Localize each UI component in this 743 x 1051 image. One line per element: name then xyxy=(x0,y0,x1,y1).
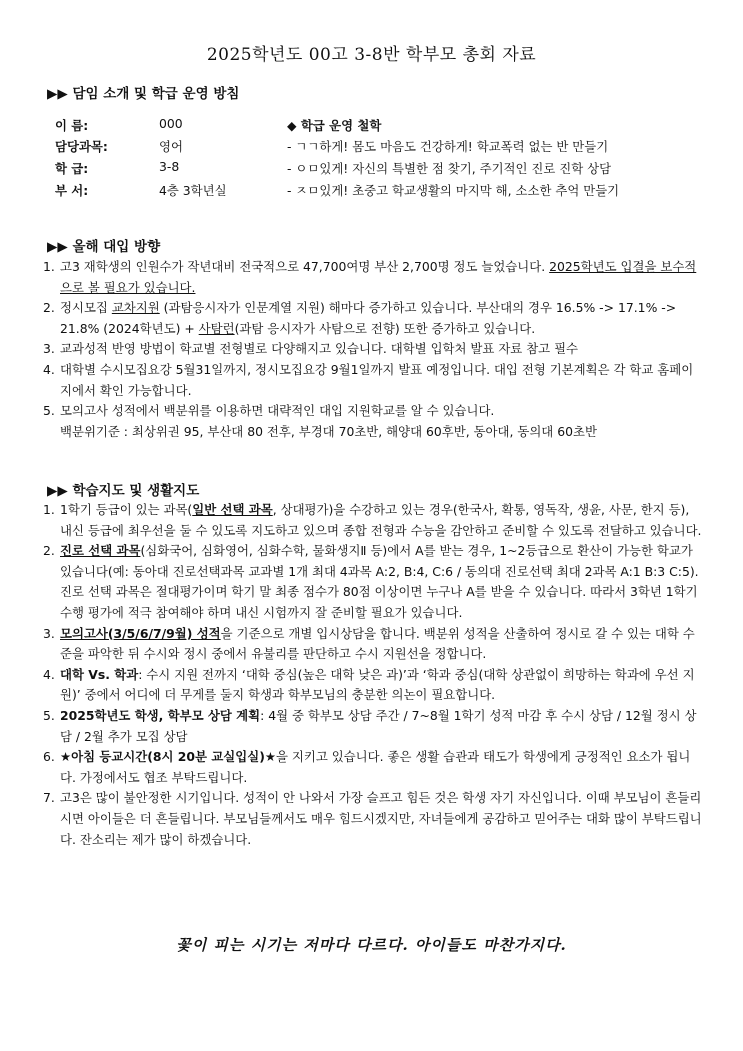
list-item: 2. 정시모집 교차지원 (과탐응시자가 인문계열 지원) 해마다 증가하고 있습니다. 부산대의 경우 16.5% -> 17.1% -> 21.8% (2024학년도) + 사탐런(과탐 응시자가 사탐으로 전향) 또한 증가하고 있습니다. xyxy=(43,300,677,336)
list-item: 2. 진로 선택 과목(심화국어, 심화영어, 심화수학, 물화생지Ⅱ 등)에서 A를 받는 경우, 1~2등급으로 환산이 가능한 학교가 있습니다(예: 동아대 진로선택과목 교과별 1개 최대 4과목 A:2, B:4, C:6 / 동의대 진로선택 최대 2과목 A:1 B:3 C:5). 진로 선택 과목은 절대평가이며 학기 말 최종 점수가 80점 이상이면 누구나 A를 받을 수 있습니다. 따라서 3학년 1학기 수행 평가에 적극 참여해야 하며 내신 시험까지 잘 준비할 필요가 있습니다. xyxy=(43,543,699,620)
list-item: 5. 2025학년도 학생, 학부모 상담 계획: 4월 중 학부모 상담 주간 / 7~8월 1학기 성적 마감 후 수시 상담 / 12월 정시 상담 / 2월 추가 모집 상담 xyxy=(43,707,697,744)
list-item: 7. 고3은 많이 불안정한 시기입니다. 성적이 안 나와서 가장 슬프고 힘든 것은 학생 자기 자신입니다. 이때 부모님이 흔들리시면 아이들은 더 흔들립니다. 부모님들께서도 매우 힘드시겠지만, 자녀들에게 공감하고 믿어주는 대화 많이 부탁드립니다. 잔소리는 제가 많이 하겠습니다. xyxy=(43,790,702,847)
section-heading-guidance: ▶▶ 학습지도 및 생활지도 xyxy=(47,483,200,499)
info-value-subject: 영어 xyxy=(159,139,183,154)
info-label-department: 부 서: xyxy=(55,183,89,198)
list-item: 4. 대학 Vs. 학과: 수시 지원 전까지 ‘대학 중심(높은 대학 낮은 과)’과 ‘학과 중심(대학 상관없이 희망하는 학과에 우선 지원)’ 중에서 어디에 더 무게를 둘지 학생과 학부모님의 충분한 의논이 필요합니다. xyxy=(43,666,695,703)
info-label-subject: 담당과목: xyxy=(55,139,108,154)
guidance-list xyxy=(43,500,705,850)
list-item: 1. 1학기 등급이 있는 과목(일반 선택 과목, 상대평가)을 수강하고 있는 경우(한국사, 확통, 영독작, 생윤, 사문, 한지 등), 내신 등급에 최우선을 둘 수 있도록 지도하고 있으며 종합 전형과 수능을 감안하고 준비할 수 있도록 전달하고 있습니다. xyxy=(43,502,702,538)
section-heading-admission: ▶▶ 올해 대입 방향 xyxy=(47,239,161,255)
list-item: 1. 고3 재학생의 인원수가 작년대비 전국적으로 47,700여명 부산 2,700명 정도 늘었습니다. 2025학년도 입결을 보수적으로 볼 필요가 있습니다. xyxy=(43,259,697,295)
philosophy-item: - ㄱㄱ하게! 몸도 마음도 건강하게! 학교폭력 없는 반 만들기 xyxy=(287,139,609,154)
philosophy-item: - ㅇㅁ있게! 자신의 특별한 점 찾기, 주기적인 진로 진학 상담 xyxy=(287,161,612,176)
info-label-class: 학 급: xyxy=(55,161,89,176)
page-title: 2025학년도 00고 3-8반 학부모 총회 자료 xyxy=(206,45,537,65)
list-item: 4. 대학별 수시모집요강 5월31일까지, 정시모집요강 9월1일까지 발표 예정입니다. 대입 전형 기본계획은 각 학교 홈페이지에서 확인 가능합니다. xyxy=(43,361,694,398)
list-item: 5. 모의고사 성적에서 백분위를 이용하면 대략적인 대입 지원학교를 알 수 있습니다. 백분위기준 : 최상위권 95, 부산대 80 전후, 부경대 70초반, 해양대 60후반, 동아대, 동의대 60초반 xyxy=(43,403,597,439)
list-item: 3. 모의고사(3/5/6/7/9월) 성적을 기준으로 개별 입시상담을 합니다. 백분위 성적을 산출하여 정시로 갈 수 있는 대학 수준을 파악한 뒤 수시와 정시 중에서 유불리를 판단하고 수시 지원선을 정합니다. xyxy=(43,625,695,662)
closing-quote: 꽃이 피는 시기는 저마다 다르다. 아이들도 마찬가지다. xyxy=(176,936,567,954)
philosophy-title: ◆ 학급 운영 철학 xyxy=(287,118,382,133)
admission-list xyxy=(43,257,705,442)
info-value-class: 3-8 xyxy=(159,159,180,174)
info-value-name: 000 xyxy=(159,116,183,131)
info-value-department: 4층 3학년실 xyxy=(159,183,227,198)
philosophy-item: - ㅈㅁ있게! 초중고 학교생활의 마지막 해, 소소한 추억 만들기 xyxy=(287,183,620,198)
section-heading-homeroom: ▶▶ 담임 소개 및 학급 운영 방침 xyxy=(47,86,240,102)
list-item: 3. 교과성적 반영 방법이 학교별 전형별로 다양해지고 있습니다. 대학별 입학처 발표 자료 참고 필수 xyxy=(43,341,579,357)
teacher-info xyxy=(47,116,697,206)
list-item: 6. ★아침 등교시간(8시 20분 교실입실)★을 지키고 있습니다. 좋은 생활 습관과 태도가 학생에게 긍정적인 요소가 됩니다. 가정에서도 협조 부탁드립니다. xyxy=(43,749,691,785)
info-label-name: 이 름: xyxy=(55,118,89,133)
